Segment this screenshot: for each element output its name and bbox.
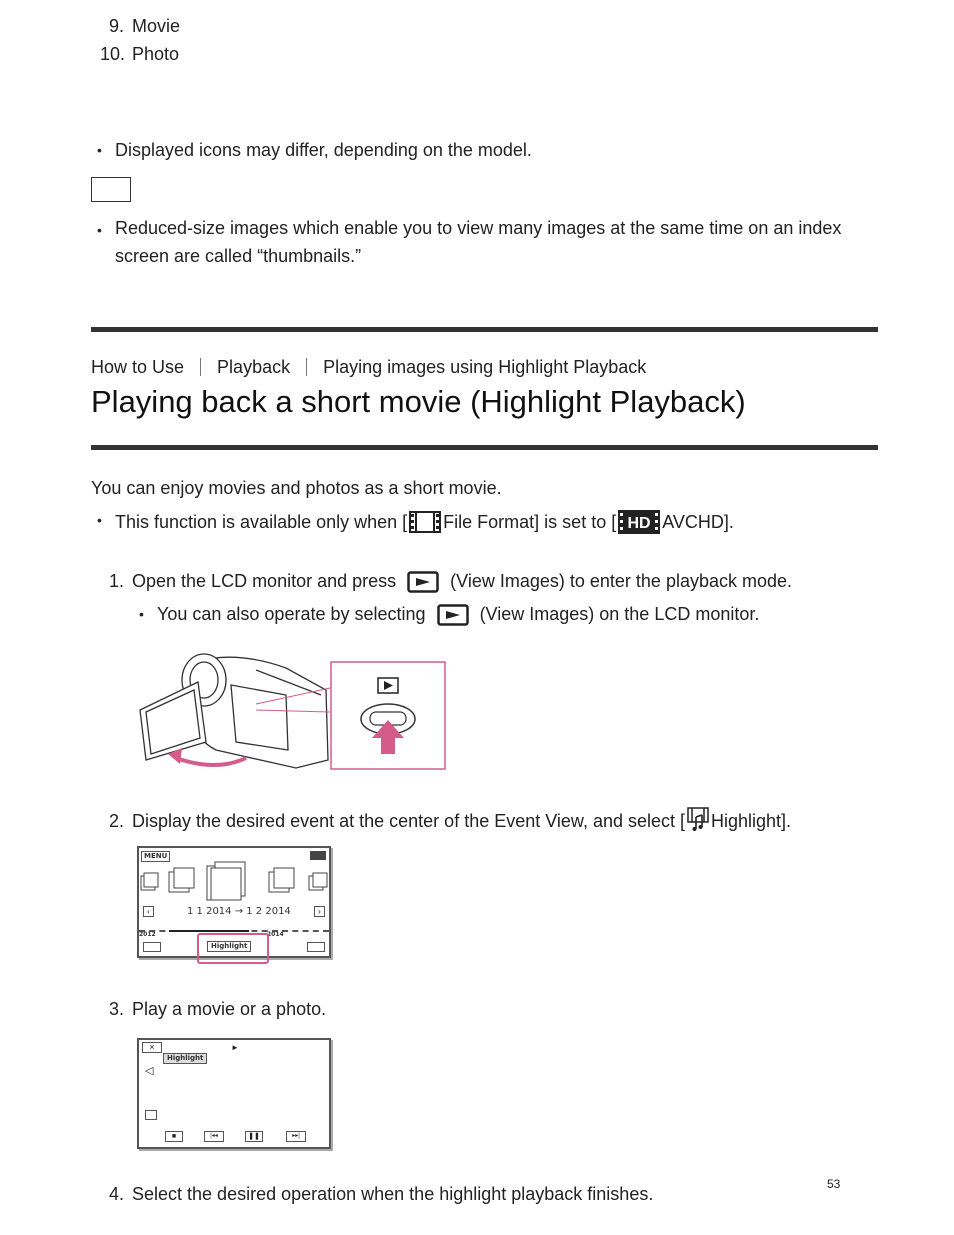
- next-arrow-icon[interactable]: ›: [314, 906, 325, 917]
- step-1-sub-note: • You can also operate by selecting (View Images) on the LCD monitor.: [157, 604, 759, 626]
- section-divider: [91, 327, 878, 332]
- year-right: 2014: [267, 931, 284, 938]
- menu-button[interactable]: MENU: [141, 851, 170, 862]
- breadcrumb-highlight-playback[interactable]: Playing images using Highlight Playback: [323, 357, 647, 377]
- volume-icon[interactable]: ◁: [145, 1065, 154, 1077]
- page-title: Playing back a short movie (Highlight Playback): [91, 384, 746, 419]
- breadcrumb-how-to-use[interactable]: How to Use: [91, 357, 185, 377]
- scene-select-icon[interactable]: [145, 1110, 157, 1120]
- timeline-fill: [169, 930, 249, 932]
- section-divider: [91, 445, 878, 450]
- camcorder-illustration: [136, 650, 448, 772]
- step-2: 2. Display the desired event at the center of the Event View, and select [ Highlight].: [100, 807, 791, 833]
- highlight-button[interactable]: Highlight: [207, 941, 251, 952]
- breadcrumb-separator: [306, 358, 307, 376]
- page-number: 53: [827, 1177, 841, 1191]
- step-3: 3. Play a movie or a photo.: [108, 999, 327, 1019]
- list-item: 9. Movie: [108, 16, 181, 36]
- film-format-icon: [409, 510, 441, 534]
- view-switch-icon[interactable]: [307, 942, 325, 952]
- pause-button[interactable]: ❚❚: [245, 1131, 263, 1142]
- svg-text:HD: HD: [627, 515, 651, 532]
- year-left: 2012: [139, 931, 156, 938]
- hd-format-icon: [618, 510, 660, 534]
- icons-note: • Displayed icons may differ, depending on the model.: [115, 140, 532, 161]
- format-note: • This function is available only when [ File Format] is set to [ HD AVCHD].: [115, 510, 734, 534]
- view-images-icon: [407, 571, 439, 593]
- step-4: 4. Select the desired operation when the highlight playback finishes.: [108, 1184, 654, 1204]
- highlight-label: Highlight: [163, 1053, 207, 1064]
- playback-mode-icon[interactable]: [143, 942, 161, 952]
- play-indicator-icon: ►: [231, 1043, 239, 1052]
- breadcrumb-playback[interactable]: Playback: [217, 357, 291, 377]
- close-icon[interactable]: ×: [142, 1042, 162, 1053]
- breadcrumb-separator: [200, 358, 201, 376]
- previous-button[interactable]: |◂◂: [204, 1131, 224, 1142]
- next-button[interactable]: ▸▸|: [286, 1131, 306, 1142]
- hint-box: [91, 177, 131, 202]
- stop-button[interactable]: ■: [165, 1131, 183, 1142]
- list-item: 10. Photo: [100, 44, 180, 64]
- intro-text: You can enjoy movies and photos as a short movie.: [91, 478, 502, 498]
- view-images-icon: [437, 604, 469, 626]
- step-1: 1. Open the LCD monitor and press (View Images) to enter the playback mode.: [108, 571, 793, 591]
- highlight-icon: [687, 807, 709, 833]
- playback-screen: [137, 1038, 331, 1149]
- breadcrumb: [91, 357, 646, 378]
- prev-arrow-icon[interactable]: ‹: [143, 906, 154, 917]
- highlight-callout: [197, 933, 269, 964]
- date-range: 1 1 2014 → 1 2 2014: [187, 906, 291, 917]
- thumbnails-note: • Reduced-size images which enable you to view many images at the same time on an index screen are called “thumbnails.”: [115, 214, 885, 270]
- event-thumbnails: [139, 858, 329, 908]
